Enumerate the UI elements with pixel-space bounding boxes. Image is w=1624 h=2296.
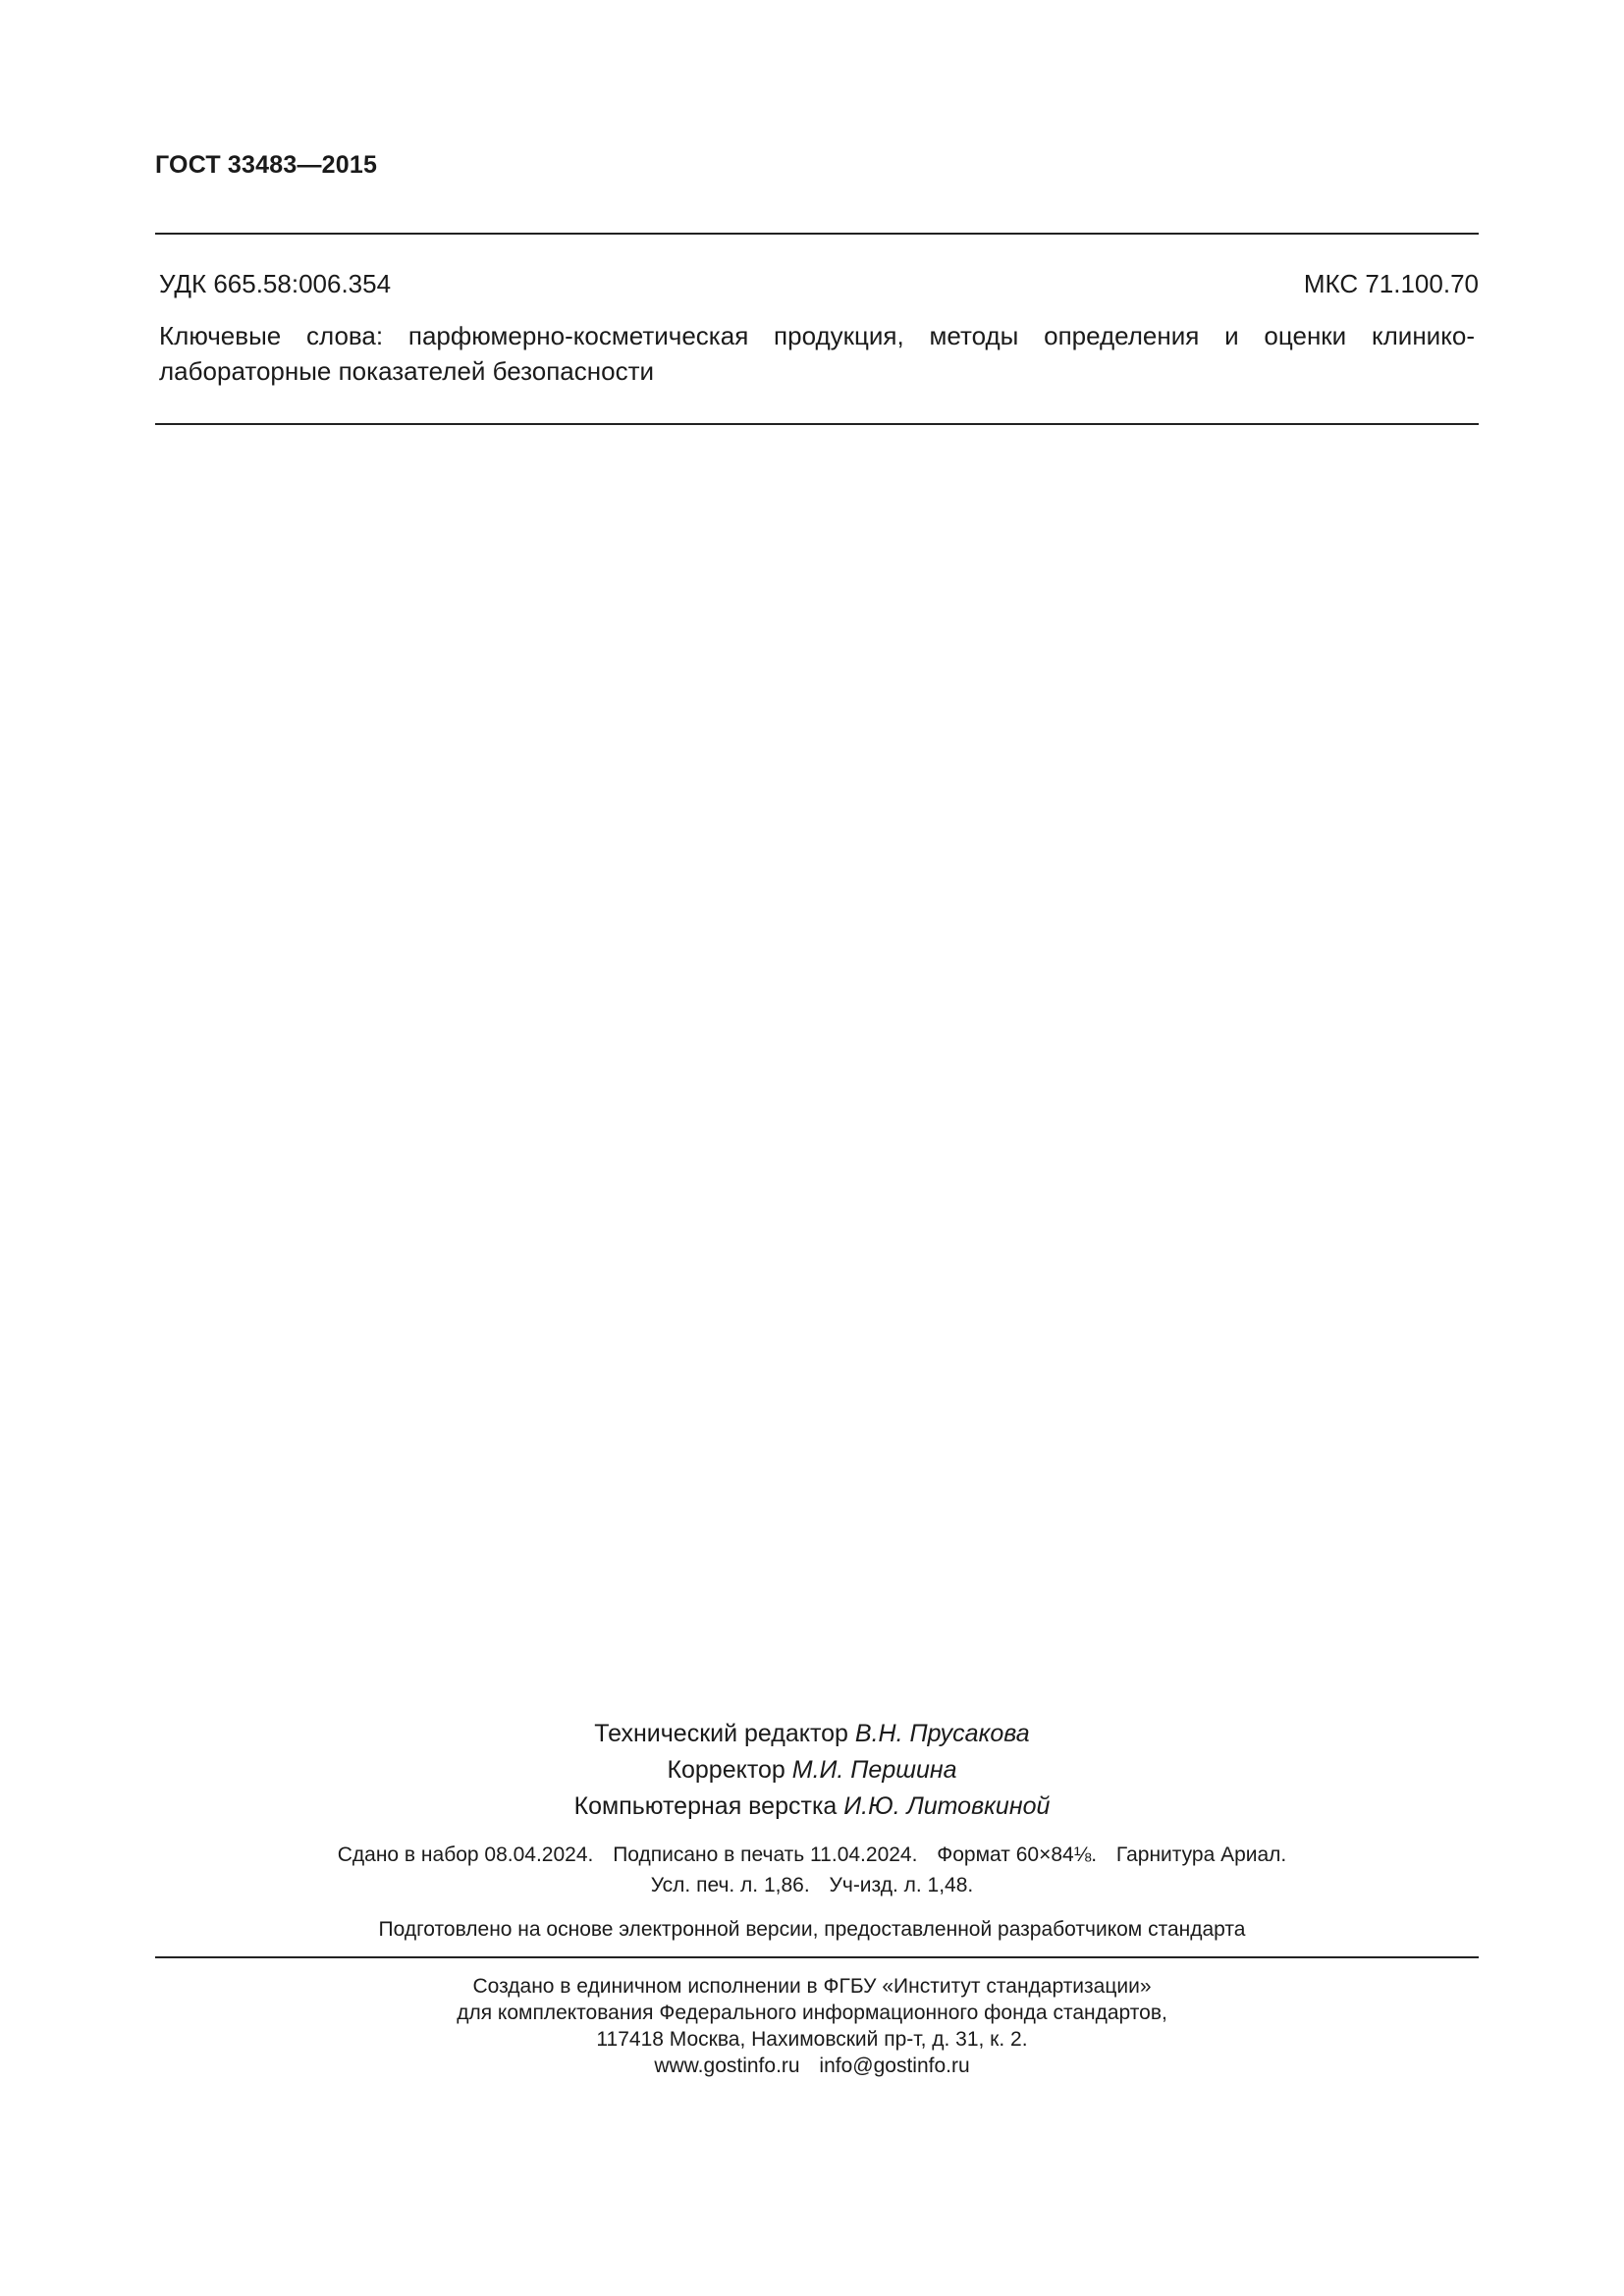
- paper-format: Формат 60×84⅛.: [937, 1843, 1098, 1866]
- layout-line: [0, 1789, 1624, 1825]
- keywords-line-1: Ключевые слова: парфюмерно-косметическая продукция, методы определения и оценки клинико-: [159, 321, 1475, 350]
- keywords-block: [159, 318, 1475, 389]
- created-info: [0, 1973, 1624, 2079]
- contact-line: [0, 2053, 1624, 2079]
- mks-code: МКС 71.100.70: [1303, 269, 1479, 298]
- created-line-1: Создано в единичном исполнении в ФГБУ «Институт стандартизации»: [472, 1975, 1152, 1998]
- signed-date: Подписано в печать 11.04.2024.: [613, 1843, 918, 1866]
- corrector-name: М.И. Першина: [791, 1756, 957, 1784]
- email-link[interactable]: info@gostinfo.ru: [819, 2055, 970, 2077]
- layout-name: И.Ю. Литовкиной: [843, 1792, 1051, 1820]
- website-link[interactable]: www.gostinfo.ru: [654, 2055, 800, 2077]
- layout-role: Компьютерная верстка: [573, 1792, 838, 1820]
- prepared-note: Подготовлено на основе электронной версии, предоставленной разработчиком стандарта: [378, 1918, 1246, 1941]
- udk-code: УДК 665.58:006.354: [159, 269, 392, 298]
- typeface: Гарнитура Ариал.: [1115, 1843, 1287, 1866]
- footer-divider: [155, 1956, 1479, 1958]
- created-line-2: для комплектования Федерального информационного фонда стандартов,: [457, 2002, 1167, 2024]
- standard-code: ГОСТ 33483—2015: [155, 151, 378, 179]
- corrector-line: [0, 1752, 1624, 1789]
- created-line-3: 117418 Москва, Нахимовский пр-т, д. 31, к. 2.: [596, 2028, 1028, 2051]
- printed-sheets: Усл. печ. л. 1,86.: [650, 1874, 810, 1896]
- edition-sheets: Уч-изд. л. 1,48.: [829, 1874, 974, 1896]
- header-divider: [155, 233, 1479, 235]
- keywords-divider: [155, 423, 1479, 425]
- tech-editor-line: [0, 1716, 1624, 1752]
- corrector-role: Корректор: [667, 1756, 785, 1784]
- print-info: [0, 1840, 1624, 1900]
- print-info-line-2: [0, 1870, 1624, 1900]
- tech-editor-role: Технический редактор: [594, 1720, 848, 1747]
- print-info-line-1: [0, 1840, 1624, 1870]
- keywords-line-2: лабораторные показателей безопасности: [159, 356, 655, 386]
- editorial-credits: [0, 1716, 1624, 1825]
- tech-editor-name: В.Н. Прусакова: [854, 1720, 1030, 1747]
- submitted-date: Сдано в набор 08.04.2024.: [337, 1843, 594, 1866]
